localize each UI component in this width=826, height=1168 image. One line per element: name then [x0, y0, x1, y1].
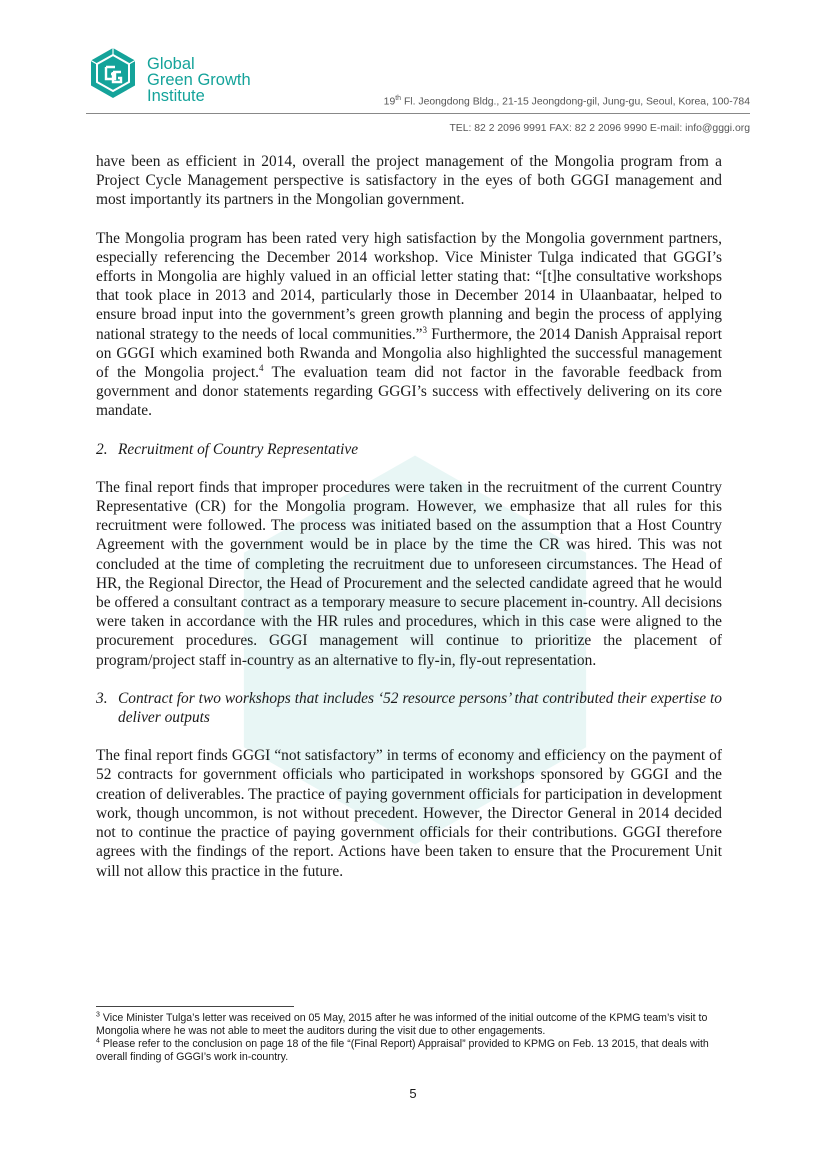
footnote-4 [96, 1038, 722, 1064]
footnote-divider [96, 1006, 294, 1007]
footnote-4-mark: 4 [96, 1037, 100, 1045]
address-floor-sup: th [395, 95, 402, 102]
heading-contract-number: 3. [96, 689, 108, 707]
paragraph-satisfaction-text-b: Furthermore, the 2014 Danish Appraisal report on GGGI which examined both Rwanda and Mongolia also highlighted the successful management of the Mongolia project. [96, 325, 722, 382]
paragraph-satisfaction-text-a: The Mongolia program has been rated very high satisfaction by the Mongolia government partners, especially referencing the December 2014 workshop. Vice Minister Tulga indicated that GGGI’s efforts in Mongolia are highly valued in an official letter stating that: “[t]he consultative workshops that took place in 2013 and 2014, particularly those in December 2014 in Ulaanbaatar, helped to ensure broad input into the government’s green growth planning and begin the process of applying national strategy to the needs of local communities.” [96, 229, 722, 343]
heading-recruitment [96, 440, 722, 459]
footnote-4-text: Please refer to the conclusion on page 18 of the file “(Final Report) Appraisal” provided to KPMG on Feb. 13 2015, that deals with overall finding of GGGI’s work in-country. [96, 1038, 709, 1063]
gggi-logo-icon [86, 46, 140, 100]
paragraph-satisfaction [96, 229, 722, 421]
address-rest: Fl. Jeongdong Bldg., 21-15 Jeongdong-gil, Jung-gu, Seoul, Korea, 100-784 [401, 96, 750, 108]
footnote-3-mark: 3 [96, 1011, 100, 1019]
footnote-3-text: Vice Minister Tulga’s letter was received on 05 May, 2015 after he was informed of the initial outcome of the KPMG team’s visit to Mongolia where he was not able to meet the auditors during the visit due to other engagements. [96, 1012, 708, 1037]
org-name-line1: Global [147, 55, 195, 73]
org-name-line2: Green Growth [147, 71, 251, 89]
heading-recruitment-text: Recruitment of Country Representative [118, 440, 359, 458]
header-contact: TEL: 82 2 2096 9991 FAX: 82 2 2096 9990 E-mail: info@gggi.org [449, 123, 750, 134]
page-number: 5 [409, 1086, 417, 1101]
heading-contract [96, 689, 722, 727]
paragraph-efficiency: have been as efficient in 2014, overall the project management of the Mongolia program from a Project Cycle Management perspective is satisfactory in the eyes of both GGGI management and most importantly its partners in the Mongolian government. [96, 153, 722, 209]
footnote-ref-3[interactable]: 3 [422, 324, 428, 335]
org-name [147, 56, 251, 104]
paragraph-satisfaction-text-c: The evaluation team did not factor in the favorable feedback from government and donor statements regarding GGGI’s success with effectively delivering on its core mandate. [96, 364, 723, 420]
heading-recruitment-number: 2. [96, 440, 108, 458]
footnotes [96, 1012, 722, 1064]
paragraph-contract: The final report finds GGGI “not satisfactory” in terms of economy and efficiency on the payment of 52 contracts for government officials who participated in workshops sponsored by GGGI and the creation of deliverables. The practice of paying government officials for participation in development work, though uncommon, is not without precedent. However, the Director General in 2014 decided not to continue the practice of paying government officials for their contributions. GGGI therefore agrees with the findings of the report. Actions have been taken to ensure that the Procurement Unit will not allow this practice in the future. [96, 747, 722, 880]
header-address [384, 95, 750, 107]
org-name-line3: Institute [147, 87, 205, 105]
footnote-ref-4[interactable]: 4 [258, 362, 264, 373]
address-floor: 19 [383, 96, 396, 108]
footnote-3 [96, 1012, 722, 1038]
heading-contract-text: Contract for two workshops that includes ‘52 resource persons’ that contributed their expertise to deliver outputs [118, 689, 722, 727]
header-divider [86, 113, 750, 114]
paragraph-recruitment: The final report finds that improper procedures were taken in the recruitment of the current Country Representative (CR) for the Mongolia program. However, we emphasize that all rules for this recruitment were followed. The process was initiated based on the assumption that a Host Country Agreement with the government would be in place by the time the CR was hired. This was not concluded at the time of completing the recruitment due to unforeseen circumstances. The Head of HR, the Regional Director, the Head of Procurement and the selected candidate agreed that he would be offered a consultant contract as a temporary measure to secure placement in-country. All decisions were taken in accordance with the HR rules and procedures, which in this case were aligned to the procurement procedures. GGGI management will continue to prioritize the placement of program/project staff in-country as an alternative to fly-in, fly-out representation. [96, 478, 722, 669]
document-body [96, 152, 722, 881]
